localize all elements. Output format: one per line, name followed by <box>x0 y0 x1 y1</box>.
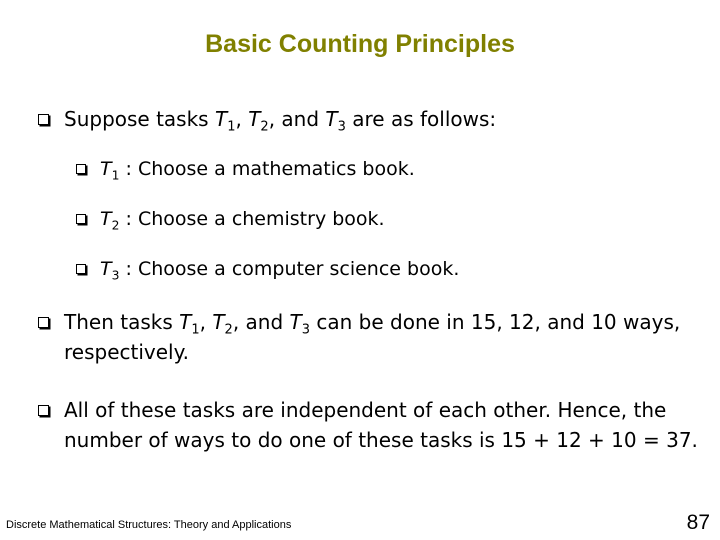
task-t3-item <box>100 258 460 283</box>
variable-t: T <box>100 208 112 230</box>
subscript: 3 <box>301 322 311 338</box>
text-fragment: , <box>235 107 249 131</box>
slide-title: Basic Counting Principles <box>205 30 515 58</box>
text-fragment: are as follows: <box>345 107 497 131</box>
task-description: : Choose a computer science book. <box>119 258 460 280</box>
sub-bullet-icon <box>76 164 86 174</box>
variable-t: T <box>100 158 112 180</box>
subscript: 1 <box>191 322 200 338</box>
bullet-then-tasks <box>64 307 704 367</box>
sub-bullet-icon <box>76 264 86 274</box>
bullet-icon <box>38 317 49 328</box>
subscript: 2 <box>224 322 233 338</box>
footer-text: Discrete Mathematical Structures: Theory and Applications <box>6 519 292 531</box>
task-description: : Choose a mathematics book. <box>119 158 415 180</box>
variable-t: T <box>100 258 112 280</box>
variable-t: T <box>212 310 225 334</box>
subscript: 1 <box>111 168 120 183</box>
subscript: 2 <box>111 218 120 233</box>
task-t2-item <box>100 208 385 233</box>
text-fragment: , and <box>232 310 290 334</box>
subscript: 3 <box>111 268 120 283</box>
text-fragment: Then tasks <box>64 310 180 334</box>
text-fragment: can be done in 15, 12, and 10 ways, respectively. <box>64 310 681 364</box>
task-description: : Choose a chemistry book. <box>119 208 385 230</box>
variable-t: T <box>325 107 338 131</box>
text-fragment: , <box>199 310 213 334</box>
text-fragment: , and <box>268 107 326 131</box>
text-fragment: Suppose tasks <box>64 107 215 131</box>
bullet-independent-tasks: All of these tasks are independent of each other. Hence, the number of ways to do one of these tasks is 15 + 12 + 10 = 37. <box>64 398 698 452</box>
subscript: 2 <box>260 119 269 135</box>
sub-bullet-icon <box>76 214 86 224</box>
task-t1-item <box>100 158 415 183</box>
page-number: 87 <box>686 511 710 534</box>
subscript: 3 <box>337 119 346 135</box>
bullet-icon <box>38 114 49 125</box>
variable-t: T <box>214 107 228 131</box>
variable-t: T <box>179 310 192 334</box>
variable-t: T <box>289 310 302 334</box>
bullet-suppose-tasks <box>64 107 497 135</box>
subscript: 1 <box>227 119 236 135</box>
variable-t: T <box>248 107 261 131</box>
bullet-icon <box>38 405 49 416</box>
